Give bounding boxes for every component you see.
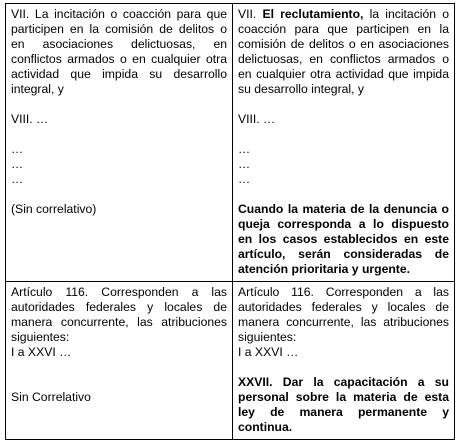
no-correlative-text: (Sin correlativo) — [11, 202, 97, 216]
fraction-vii-proposed-text — [238, 7, 449, 97]
spacer — [238, 127, 449, 142]
new-paragraph-bold-text: Cuando la materia de la denuncia o queja corresponda a lo dispuesto en los casos establecidos en este artículo, serán consideradas de atención prioritaria y urgente. — [238, 202, 449, 276]
fraction-vii-rest: la incitación o coacción para que participen en la comisión de delitos o en asociaciones delictuosas, en conflictos armados o en cualquier otra actividad que impida su desarrollo integral, y — [238, 7, 449, 96]
spacer — [11, 360, 227, 375]
fraction-vii-prefix: VII. — [238, 7, 263, 21]
article-116-text: Artículo 116. Corresponden a las autoridades federales y locales de manera concurrente, las atribuciones siguientes: — [11, 285, 227, 344]
comparison-table — [5, 3, 455, 440]
ellipsis-line: … — [11, 157, 24, 171]
current-text-cell — [6, 282, 233, 440]
ellipsis-line: … — [238, 142, 251, 156]
table-row — [6, 4, 455, 282]
spacer — [238, 97, 449, 112]
table-row — [6, 282, 455, 440]
article-116-text: Artículo 116. Corresponden a las autoridades federales y locales de manera concurrente, las atribuciones siguientes: — [238, 285, 449, 344]
proposed-text-cell — [233, 4, 455, 282]
spacer — [11, 375, 227, 390]
fraction-viii-text: VIII. … — [11, 112, 49, 126]
spacer — [238, 360, 449, 375]
current-text-cell — [6, 4, 233, 282]
no-correlative-text: Sin Correlativo — [11, 390, 91, 404]
ellipsis-line: … — [11, 142, 24, 156]
fractions-range-text: I a XXVI … — [238, 345, 299, 359]
spacer — [238, 187, 449, 202]
ellipsis-line: … — [238, 172, 251, 186]
fraction-vii-text: VII. La incitación o coacción para que participen en la comisión de delitos o en asociaciones delictuosas, en conflictos armados o en cualquier otra actividad que impida su desarrollo integral, y — [11, 7, 227, 96]
fraction-xxvii-bold-text: XXVII. Dar la capacitación a su personal sobre la materia de esta ley de manera permanente y continua. — [238, 375, 449, 434]
spacer — [11, 97, 227, 112]
spacer — [11, 127, 227, 142]
fraction-viii-text: VIII. … — [238, 112, 276, 126]
reclutamiento-bold-text: El reclutamiento, — [262, 7, 364, 21]
proposed-text-cell — [233, 282, 455, 440]
spacer — [11, 187, 227, 202]
fractions-range-text: I a XXVI … — [11, 345, 72, 359]
ellipsis-line: … — [11, 172, 24, 186]
ellipsis-line: … — [238, 157, 251, 171]
